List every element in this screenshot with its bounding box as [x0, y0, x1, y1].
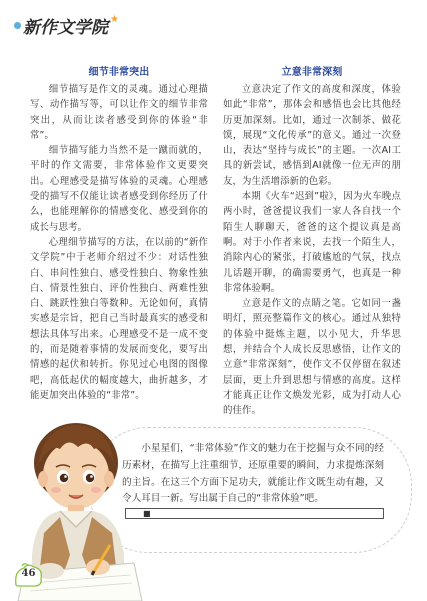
left-column [30, 66, 208, 403]
end-mark-icon: ■ [125, 508, 384, 519]
right-paragraph: 立意决定了作文的高度和深度，体验如此“非常”，那体会和感悟也会比其他经历更加深刻。比如，通过一次制茶、做花馍，展现“文化传承”的意义。通过一次登山，表达“坚持与成长”的主题。一次AI工具的新尝试，感悟到AI就像一位无声的朋友，为生活增添新的色彩。 [223, 84, 401, 187]
bubble-text: 小星星们，“非常体验”作文的魅力在于挖掘与众不同的经历素材，在描写上注重细节，还原重要的瞬间，力求提炼深刻的主旨。在这三个方面下足功夫，就能让作文既生动有趣，又令人耳目一新。写出属于自己的“非常体验”吧。 [122, 443, 384, 505]
bubble-text-block [122, 441, 384, 519]
page-number: 46 [21, 568, 36, 579]
header-dot-icon [14, 22, 21, 29]
right-paragraph: 本期《火车“迟到”啦》，因为火车晚点两小时，爸爸提议我们一家人各自找一个陌生人聊聊天，爸爸的这个提议真是高啊。对于小作者来说，去找一个陌生人，消除内心的紧张，打破尴尬的气氛，找点儿话题开聊，的确需要勇气，也真是一种非常体验啊。 [223, 191, 401, 294]
header-star-icon: ★ [110, 13, 119, 25]
magazine-header [14, 10, 119, 40]
right-paragraph: 立意是作文的点睛之笔。它如同一盏明灯，照亮整篇作文的核心。通过从独特的体验中挺炼主题，以小见大，升华思想，并结合个人成长反思感悟，让作文的立意“非常深刻”，使作文不仅停留在叙述层面，更上升到思想与情感的高度。这样才能真正让作文焕发光彩，成为打动人心的佳作。 [223, 298, 401, 417]
left-paragraph: 细节描写是作文的灵魂。通过心理描写、动作描写等，可以让作文的细节非常突出，从而让读者感受到你的体验“非常”。 [30, 84, 208, 141]
left-column-heading: 细节非常突出 [88, 67, 150, 78]
bubble-paragraph [122, 441, 384, 519]
magazine-section-title: 新作文学院 [23, 17, 108, 38]
left-paragraph: 心理细节描写的方法，在以前的“新作文学院”中于老师介绍过不少：对话性独白、串问性独白、感受性独白、物象性独白、情景性独白、评价性独白、两难性独白、跳跃性独白等数种。无论如何，真情实感是宗旨，把自己当时最真实的感受和想法具体写出来。心理感受不是一成不变的，而是随着事情的发展而变化，要写出情感的起伏和转折。你见过心电图的图像吧，高低起伏的幅度越大，曲折越多，才能更加突出体验的“非常”。 [30, 236, 208, 401]
right-column-heading: 立意非常深刻 [281, 67, 343, 78]
left-paragraph: 细节描写能力当然不是一蹴而就的，平时的作文需要，非常体验作文更要突出。心理感受是描写体验的灵魂。心理感受的描写不仅能让读者感受到你经历了什么，也能理解你的情感变化、感受到你的成长与思考。 [30, 145, 208, 233]
right-column [223, 66, 401, 419]
